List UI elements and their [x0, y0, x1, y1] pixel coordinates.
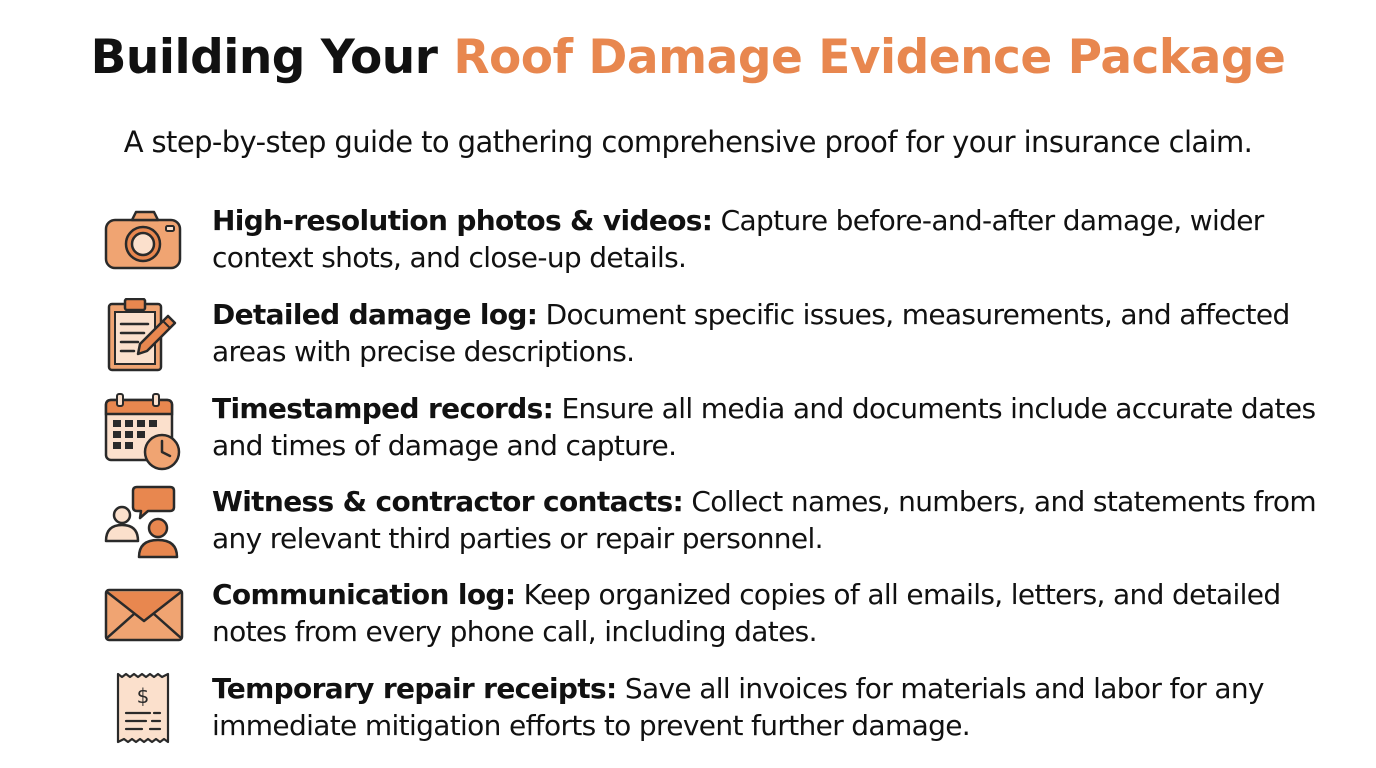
item-text	[212, 670, 1342, 744]
page-subtitle: A step-by-step guide to gathering comprehensive proof for your insurance claim.	[123, 125, 1253, 159]
clipboard-pencil-icon	[102, 298, 186, 382]
item-heading: High-resolution photos & videos:	[212, 204, 713, 237]
calendar-clock-icon	[102, 392, 186, 476]
item-body: Save all invoices for materials and labor for any immediate mitigation efforts to prevent further damage.	[212, 672, 1264, 742]
item-body: Collect names, numbers, and statements from any relevant third parties or repair personnel.	[212, 485, 1316, 555]
list-item	[0, 483, 1376, 569]
item-text	[212, 296, 1342, 370]
item-body: Ensure all media and documents include accurate dates and times of damage and capture.	[212, 392, 1316, 462]
title-accent: Roof Damage Evidence Package	[453, 30, 1286, 85]
item-body: Document specific issues, measurements, and affected areas with precise descriptions.	[212, 298, 1290, 368]
envelope-icon	[102, 578, 186, 662]
item-heading: Communication log:	[212, 578, 516, 611]
item-body: Keep organized copies of all emails, letters, and detailed notes from every phone call, including dates.	[212, 578, 1281, 648]
item-heading: Detailed damage log:	[212, 298, 538, 331]
item-text	[212, 576, 1342, 650]
item-text	[212, 483, 1342, 557]
receipt-icon	[102, 672, 186, 756]
people-chat-icon	[102, 485, 186, 569]
item-heading: Temporary repair receipts:	[212, 672, 617, 705]
camera-icon	[102, 204, 186, 288]
list-item	[0, 576, 1376, 662]
item-heading: Timestamped records:	[212, 392, 554, 425]
item-heading: Witness & contractor contacts:	[212, 485, 684, 518]
item-text	[212, 390, 1342, 464]
item-text	[212, 202, 1342, 276]
list-item	[0, 390, 1376, 476]
svg-text:$: $	[136, 684, 150, 708]
list-item	[0, 670, 1376, 756]
list-item	[0, 296, 1376, 382]
title-plain: Building Your	[90, 30, 438, 85]
list-item	[0, 202, 1376, 288]
item-body: Capture before-and-after damage, wider context shots, and close-up details.	[212, 204, 1264, 274]
